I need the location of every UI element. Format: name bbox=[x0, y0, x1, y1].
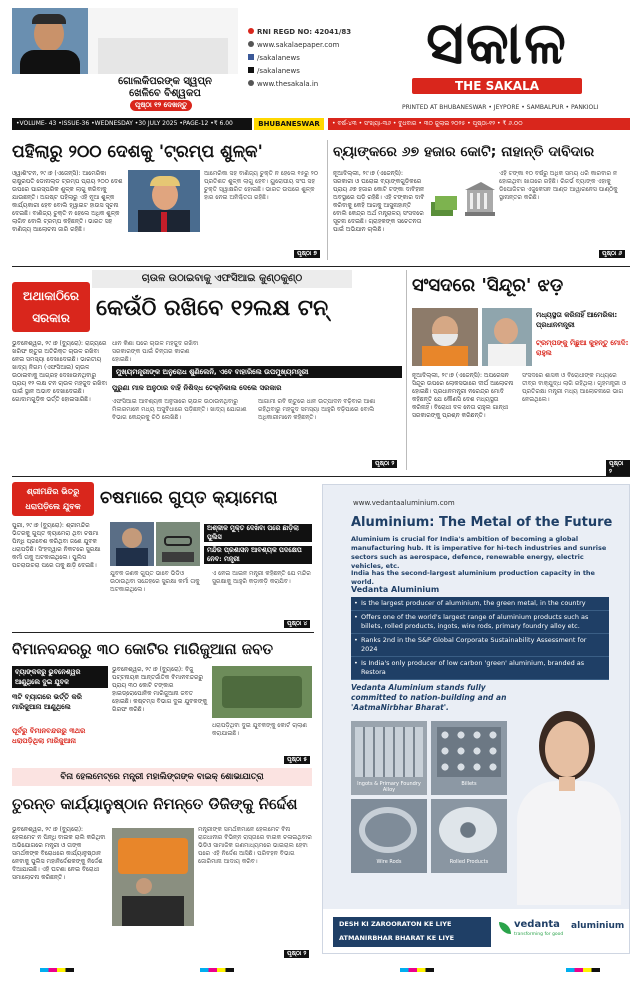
story-airport-body: ଭୁବନେଶ୍ୱର, ୨୯।୭ (ବ୍ୟୁରୋ): ବିଜୁ ପଟ୍ଟନାୟକ ଆନ୍ତର୍ଜାତିକ ବିମାନବନ୍ଦରରୁ ପ୍ରାୟ ୩୦ କୋଟି ଟଙ୍କାର ହାଇଡ୍ରୋପୋନିକ ମାରିଜୁଆନା ଜବତ ହୋଇଛି। କଷ୍ଟମ୍ସ ବିଭାଗ ଦୁଇ ଯୁବକଙ୍କୁ ଗିରଫ କରିଛି। bbox=[112, 666, 208, 713]
contact-block bbox=[248, 26, 368, 106]
story-rice-more[interactable]: ପୃଷ୍ଠା ୨ bbox=[372, 460, 397, 468]
dateline-en: •VOLUME- 43 •ISSUE-36 •WEDNESDAY •30 JULY 2025 •PAGE-12 •₹ 6.00 bbox=[12, 118, 252, 130]
section-rule bbox=[12, 632, 314, 633]
aluminium-logo: aluminium bbox=[571, 921, 625, 931]
ad-product-tile: Billets bbox=[431, 721, 507, 795]
camera-photo-1 bbox=[110, 522, 154, 566]
profile-caption bbox=[12, 74, 238, 112]
story-rice-body: ଭୁବନେଶ୍ୱର, ୨୯।୭ (ବ୍ୟୁରୋ): ରାଜ୍ୟରେ ଖରିଫ ଋତୁର ଅତିରିକ୍ତ ଚାଉଳ ରଖିବା ନେଇ ସମସ୍ୟା ଦେଖାଦେଇଛି। ଭାରତୀୟ ଖାଦ୍ୟ ନିଗମ (ଏଫସିଆଇ) ଚାଉଳ ଉଠାଇବାକୁ ଆଗ୍ରହ ଦେଖାଉନଥିବାରୁ ପ୍ରାୟ ୧୨ ଲକ୍ଷ ଟନ ଚାଉଳ ମହଜୁଦ ରଖିବା ପାଇଁ ସ୍ଥାନ ଅଭାବ ଦେଖାଦେଇଛି। ଗୋଦାମଗୁଡ଼ିକ ଭର୍ତ୍ତି ହୋଇସାରିଛି। bbox=[12, 340, 107, 403]
masthead bbox=[0, 0, 640, 133]
story-trump-more[interactable]: ପୃଷ୍ଠା ୭ bbox=[294, 250, 320, 258]
logo-english: THE SAKALA bbox=[412, 78, 582, 94]
story-camera-sub1: ଅଶ୍ଳୀଳ ମୁକ୍ତ ଦେଖିବା ପରେ ଛାଡ଼ିଲା ପୁଲିସ bbox=[204, 524, 312, 542]
printed-at: PRINTED AT BHUBANESWAR • JEYPORE • SAMBALPUR • PANKIOLI bbox=[402, 104, 599, 111]
story-bank-body: ନୂଆଦିଲ୍ଲୀ, ୨୯।୭ (ଏଜେନ୍ସି): ସରକାରୀ ଓ ଘରୋଇ ବ୍ୟାଙ୍କଗୁଡ଼ିକରେ ପ୍ରାୟ ୬୭ ହଜାର କୋଟି ଟଙ୍କା ଦାବିହୀନ ଅବସ୍ଥାରେ ପଡ଼ି ରହିଛି। ଏହି ଟଙ୍କାର ଦାବି କରିବାକୁ କେହି ଆଗକୁ ଆସୁନାହାନ୍ତି ବୋଲି କେନ୍ଦ୍ର ଅର୍ଥ ମନ୍ତ୍ରାଳୟ ସଂସଦରେ ସୂଚନା ଦେଇଛି। ଗ୍ରାହକଙ୍କ ସଚେତନତା ପାଇଁ ଅଭିଯାନ ଚାଲିଛି। bbox=[333, 170, 425, 233]
rahul-photo bbox=[482, 308, 532, 366]
profile-caption-line2: ଖେଳିବେ ବିଶ୍ୱକପ bbox=[129, 88, 201, 99]
story-bank-headline[interactable]: ବ୍ୟାଙ୍କରେ ୬୭ ହଜାର କୋଟି; ନାହାନ୍ତି ଦାବିଦାର bbox=[333, 144, 595, 160]
ad-brand-label: Vedanta Aluminium bbox=[351, 585, 440, 594]
ad-bullet: • Ranks 2nd in the S&P Global Corporate Sustainability Assessment for 2024 bbox=[351, 634, 609, 657]
ad-india-line: India has the second-largest aluminium production capacity in the world. bbox=[351, 569, 595, 586]
epaper-link[interactable]: www.sakalaepaper.com bbox=[248, 39, 368, 52]
print-registration-marks bbox=[0, 966, 640, 974]
ad-tagline: DESH KI ZAROORATON KE LIYE ATMANIRBHAR BHARAT KE LIYE bbox=[333, 917, 491, 947]
section-rule bbox=[12, 266, 630, 267]
ad-product-tile: Wire Rods bbox=[351, 799, 427, 873]
profile-jersey-photo bbox=[88, 8, 238, 74]
vedanta-logo: vedanta transforming for good bbox=[499, 919, 569, 945]
story-rice-body-4: ଆଗାମୀ ରବି ଋତୁରେ ଧାନ ଉତ୍ପାଦନ ବଢ଼ିବାର ଆଶା ରହିଥିବାରୁ ମହଜୁଦ ସମସ୍ୟା ଆହୁରି ବଢ଼ିପାରେ ବୋଲି ଅଧିକାରୀମାନେ କହିଛନ୍ତି। bbox=[258, 398, 376, 421]
story-helmet-headline[interactable]: ତୁରନ୍ତ କାର୍ଯ୍ୟାନୁଷ୍ଠାନ ନିମନ୍ତେ ଡିଜିଙ୍କୁ ନିର୍ଦ୍ଦେଶ bbox=[12, 795, 298, 813]
ad-bullet: • Is the largest producer of aluminium, the green metal, in the country bbox=[351, 597, 609, 611]
story-airport-body-2: ଧରାପଡ଼ିଥିବା ଦୁଇ ଯୁବକଙ୍କୁ କୋର୍ଟ ଚାଲାଣ କରାଯାଇଛି। bbox=[212, 722, 307, 737]
ad-product-tile: Ingots & Primary Foundry Alloy bbox=[351, 721, 427, 795]
column-divider bbox=[406, 270, 407, 470]
column-divider bbox=[327, 140, 328, 260]
story-airport-sub3: ପୂର୍ବରୁ ବିମାନବନ୍ଦରରୁ ୩ଥର ଧରାପଡ଼ିଥିଲା ମାରିଜୁଆନା bbox=[12, 727, 86, 745]
story-camera-headline[interactable]: ଚଷମାରେ ଗୁପ୍ତ କ୍ୟାମେରା bbox=[100, 488, 278, 508]
ad-bullet: • Is India's only producer of low carbon 'green' aluminium, branded as Restora bbox=[351, 657, 609, 680]
story-camera-body: ପୁରୀ, ୨୯।୭ (ବ୍ୟୁରୋ): ଶ୍ରୀମନ୍ଦିର ଭିତରକୁ ଗୁପ୍ତ କ୍ୟାମେରା ଥିବା ଚଷମା ପିନ୍ଧି ପ୍ରବେଶ କରିଥିବା ଜଣେ ଯୁବକ ଧରାପଡ଼ିଛି। ସିଂହଦ୍ୱାର ନିକଟରେ ସୁରକ୍ଷା କର୍ମୀ ତାକୁ ଅଟକାଇଥିଲେ। ପୁଲିସ ପଚରାଉଚରା ପରେ ତାକୁ ଛାଡ଼ି ଦେଇଛି। bbox=[12, 522, 101, 569]
story-rice-sub2: ପୁରୁଣା ମାଳ ଅନୁଠାର ବାହି ନିଶିଦ୍ଧ ଟେକ୍ନିକାଲ ଦେଲେ ସରକାର bbox=[112, 384, 282, 392]
story-rice-body-2: ଧାନ କିଣା ପରେ ଚାଉଳ ମହଜୁଦ ରଖିବା ସରକାରଙ୍କ ପାଇଁ ଚିନ୍ତାର କାରଣ ହୋଇଛି। bbox=[112, 340, 199, 363]
rni-number: RNI REGD NO: 42041/83 bbox=[248, 26, 368, 39]
ad-commitment: Vedanta Aluminium stands fully committed to nation-building and an 'AatmaNirbhar Bharat'. bbox=[351, 683, 507, 712]
story-sindoor-more[interactable]: ପୃଷ୍ଠା ୨ bbox=[606, 460, 630, 476]
twitter-link[interactable]: /sakalanews bbox=[248, 65, 368, 78]
story-helmet-body-2: ମନ୍ତ୍ରୀଙ୍କ ସମର୍ଥକମାନେ ହେଲମେଟ ବିନା ରାଜଧାନୀର ବିଭିନ୍ନ ରାସ୍ତାରେ ବାଇକ ଚଳାଇଥିବାର ଭିଡିଓ ସାମାଜିକ ଗଣମାଧ୍ୟମରେ ଭାଇରାଲ ହେବା ପରେ ଏହି ନିର୍ଦ୍ଦେଶ ଆସିଛି। ପରିବହନ ବିଭାଗ ଜୋରିମାନା ଆଦାୟ କରିବ। bbox=[198, 826, 312, 865]
sindoor-quote-2: ଟ୍ରମ୍ପଙ୍କୁ ମିଛୁଆ କୁହନ୍ତୁ ମୋଦି: ରାହୁଲ bbox=[536, 339, 629, 357]
story-camera-sub2: ମନ୍ଦିର ପ୍ରଶାସନ ଆବଶ୍ୟକ ପଦକ୍ଷେପ ନେବ: ମନ୍ତ୍ରୀ bbox=[204, 546, 312, 564]
modi-photo bbox=[412, 308, 478, 366]
sindoor-quote-1: ମଧ୍ୟସ୍ଥତା କରିନାହିଁ ଆମେରିକା: ପ୍ରଧାନମନ୍ତ୍ରୀ bbox=[536, 311, 618, 329]
story-helmet-body: ଭୁବନେଶ୍ୱର, ୨୯।୭ (ବ୍ୟୁରୋ): ହେଲମେଟ ନ ପିନ୍ଧି ବାଇକ ରାଲି କରିଥିବା ଅଭିଯୋଗରେ ମନ୍ତ୍ରୀ ଓ ତାଙ୍କ ସମର୍ଥକଙ୍କ ବିରୋଧରେ କାର୍ଯ୍ୟାନୁଷ୍ଠାନ ନେବାକୁ ପୁଲିସ ମହାନିର୍ଦ୍ଦେଶକଙ୍କୁ ନିର୍ଦ୍ଦେଶ ଦିଆଯାଇଛି। ଏହି ଘଟଣା ନେଇ ବିରୋଧୀ ସମାଲୋଚନା କରିଛନ୍ତି। bbox=[12, 826, 106, 881]
story-camera-more[interactable]: ପୃଷ୍ଠା ୪ bbox=[284, 620, 310, 628]
page-ref-badge: ପୃଷ୍ଠା ୧୨ ଦେଖନ୍ତୁ bbox=[130, 100, 192, 111]
story-helmet-more[interactable]: ପୃଷ୍ଠା ୨ bbox=[284, 950, 309, 958]
story-rice-body-3: ଏଫସିଆଇ ଆବଶ୍ୟକ ଅନୁସାରେ ଚାଉଳ ଉଠାଉନଥିବାରୁ ମିଲରମାନେ ମଧ୍ୟ ଅସୁବିଧାରେ ପଡ଼ିଛନ୍ତି। ଖାଦ୍ୟ ଯୋଗାଣ ବିଭାଗ କେନ୍ଦ୍ରକୁ ଚିଠି ଲେଖିଛି। bbox=[112, 398, 247, 421]
story-helmet[interactable] bbox=[12, 768, 312, 960]
ad-tagline-band bbox=[323, 909, 630, 954]
story-rice[interactable] bbox=[12, 270, 402, 470]
website-link[interactable]: www.thesakala.in bbox=[248, 78, 368, 91]
ad-title: Aluminium: The Metal of the Future bbox=[351, 515, 613, 530]
ad-model-photo bbox=[503, 705, 630, 905]
story-trump-body-2: ଆମେରିକା ସହ ବାଣିଜ୍ୟ ଚୁକ୍ତି ନ ହେଲେ ୧୫ରୁ ୨୦ ପ୍ରତିଶତ ଶୁଳ୍କ ଲାଗୁ ହେବ। ୟୁରୋପୀୟ ସଂଘ ସହ ଚୁକ୍ତି ସ୍ୱାକ୍ଷରିତ ହୋଇଛି। ଭାରତ ଉପରେ ଶୁଳ୍କ ହାର ନେଇ ଅନିଶ୍ଚିତତା ରହିଛି। bbox=[204, 170, 319, 201]
trump-photo bbox=[128, 170, 200, 232]
twitter-icon bbox=[248, 67, 254, 73]
helmet-photo bbox=[112, 828, 194, 926]
ad-intro: Aluminium is crucial for India's ambition of becoming a global manufacturing hub. It is imperative for hi-tech industries and sunrise sectors such as aerospace, defence, renewable energy, electric vehicles, etc. bbox=[351, 535, 607, 570]
dateline-bar bbox=[12, 118, 630, 130]
story-rice-tag: ଅଥାକାଠିରେ ସରକାର bbox=[12, 282, 90, 332]
vedanta-ad[interactable] bbox=[322, 484, 630, 954]
facebook-link[interactable]: /sakalanews bbox=[248, 52, 368, 65]
story-airport-headline[interactable]: ବିମାନବନ୍ଦରରୁ ୩୦ କୋଟିର ମାରିଜୁଆନା ଜବତ bbox=[12, 640, 274, 658]
story-airport-sub2: ୩ଟି ବ୍ୟାଗରେ ଭର୍ତ୍ତି କରି ମାରିଜୁଆନା ଆଣୁଥିଲେ bbox=[12, 693, 82, 711]
story-rice-headline[interactable]: କେଉଁଠି ରଖିବେ ୧୨ଲକ୍ଷ ଟନ୍ bbox=[96, 296, 329, 321]
story-sindoor-headline[interactable]: ସଂସଦରେ 'ସିନ୍ଦୂର' ଝଡ଼ bbox=[412, 275, 564, 296]
story-rice-sub1: ମୁଖ୍ୟମନ୍ତ୍ରୀଙ୍କ ଅନୁରୋଧ ଶୁଣିଲେନି, ଏବେ ବାହାରିଲେ ଉପମୁଖ୍ୟମନ୍ତ୍ରୀ bbox=[112, 366, 402, 378]
story-rice-kicker: ଚାଉଳ ଉଠାଇବାକୁ ଏଫସିଆଇ କୁଣ୍ଠକୁଣ୍ଠ bbox=[92, 270, 352, 288]
story-airport-more[interactable]: ପୃଷ୍ଠା ୫ bbox=[284, 756, 310, 764]
story-camera-kicker: ଶ୍ରୀମନ୍ଦିର ଭିତରୁ ଧରାପଡ଼ିଲେ ଯୁବକ bbox=[12, 482, 94, 516]
story-sindoor-body: ନୂଆଦିଲ୍ଲୀ, ୨୯।୭ (ଏଜେନ୍ସି): ଅପରେସନ ସିନ୍ଦୂର ଉପରେ ଲୋକସଭାରେ ଦୀର୍ଘ ଆଲୋଚନା ହୋଇଛି। ପ୍ରଧାନମନ୍ତ୍ରୀ ନରେନ୍ଦ୍ର ମୋଦି କହିଛନ୍ତି ଯେ କୌଣସି ଦେଶ ମଧ୍ୟସ୍ଥତା କରିନାହିଁ। ବିରୋଧୀ ଦଳ ନେତା ରାହୁଲ ଗାନ୍ଧୀ ସରକାରଙ୍କୁ ପ୍ରଶ୍ନ କରିଛନ୍ତି। bbox=[412, 372, 514, 419]
story-sindoor[interactable] bbox=[412, 270, 630, 475]
camera-photo-2 bbox=[156, 522, 200, 566]
story-trump[interactable] bbox=[12, 140, 322, 260]
story-camera-body-2: ଯୁବକ ଜଣକ ଗୁପ୍ତ ଭାବେ ଭିଡିଓ ଉଠାଉଥିବା ସନ୍ଦେହରେ ସୁରକ୍ଷା କର୍ମୀ ତାକୁ ଅଟକାଇଥିଲେ। bbox=[110, 570, 200, 593]
story-bank[interactable] bbox=[333, 140, 629, 260]
logo-odia: ସକାଳ bbox=[426, 9, 568, 77]
vedanta-leaf-icon bbox=[499, 922, 511, 934]
rni-icon bbox=[248, 28, 254, 34]
profile-photo bbox=[12, 8, 88, 74]
section-rule bbox=[12, 476, 630, 477]
story-sindoor-body-2: ସଂସଦରେ ଶାସକ ଓ ବିରୋଧୀଙ୍କ ମଧ୍ୟରେ ତୀବ୍ର ବାକ୍‌ଯୁଦ୍ଧ ଲାଗି ରହିଥିଲା। ଗୃହମନ୍ତ୍ରୀ ଓ ପ୍ରତିରକ୍ଷା ମନ୍ତ୍ରୀ ମଧ୍ୟ ଆଲୋଚନାରେ ଭାଗ ନେଇଥିଲେ। bbox=[522, 372, 626, 403]
dateline-od: • ବର୍ଷ-୪୩ • ସଂଖ୍ୟା-୩୬ • ବୁଧବାର • ୩୦ ଜୁଲାଇ ୨୦୨୫ • ପୃଷ୍ଠା-୧୨ • ₹ ୬.୦୦ bbox=[328, 118, 630, 130]
globe-icon bbox=[248, 80, 254, 86]
story-trump-body: ଓ୍ୱାଶିଂଟନ, ୨୯।୭ (ଏଜେନ୍ସି): ଆମେରିକା ରାଷ୍ଟ୍ରପତି ଡୋନାଲ୍ଡ ଟ୍ରମ୍ପ ପ୍ରାୟ ୨୦୦ ଦେଶ ଉପରେ ପାରସ୍ପରିକ ଶୁଳ୍କ ଲାଗୁ କରିବାକୁ ଯାଉଛନ୍ତି। ଅଗଷ୍ଟ ପହିଲାରୁ ଏହି ନୂଆ ଶୁଳ୍କ କାର୍ଯ୍ୟକାରୀ ହେବ ବୋଲି ହ୍ୱାଇଟ ହାଉସ ସୂଚନା ଦେଇଛି। ବାଣିଜ୍ୟ ଚୁକ୍ତି ନ ହେଲେ ଅଧିକ ଶୁଳ୍କ ଲାଗିବ ବୋଲି ଟ୍ରମ୍ପ କହିଛନ୍ତି। ଭାରତ ସହ ବାଣିଜ୍ୟ ଆଲୋଚନା ଜାରି ରହିଛି। bbox=[12, 170, 123, 233]
story-camera-body-3: ଏ ନେଇ ଆଇନ ମନ୍ତ୍ରୀ କହିଛନ୍ତି ଯେ ମନ୍ଦିର ସୁରକ୍ଷାକୁ ଆହୁରି କଡ଼ାକଡ଼ି କରାଯିବ। bbox=[212, 570, 311, 585]
airport-photo bbox=[212, 666, 312, 718]
ad-bullet: • Offers one of the world's largest range of aluminium products such as billets, rolled products, ingots, wire rods, primary foundry alloy etc. bbox=[351, 611, 609, 634]
story-airport[interactable] bbox=[12, 636, 312, 764]
edition-badge: BHUBANESWAR bbox=[254, 118, 324, 130]
story-bank-body-2: ଏହି ଟଙ୍କା ୧୦ ବର୍ଷରୁ ଅଧିକ ସମୟ ଧରି କାରବାର ନ ହୋଇଥିବା ଖାତାରେ ରହିଛି। ରିଜର୍ଭ ବ୍ୟାଙ୍କ ଏହାକୁ ଡିପୋଜିଟର ଏଜୁକେସନ ଆଣ୍ଡ ଆୱାରନେସ ପାଣ୍ଠିକୁ ସ୍ଥାନାନ୍ତର କରିଛି। bbox=[499, 170, 618, 201]
story-camera[interactable] bbox=[12, 480, 312, 630]
globe-icon bbox=[248, 41, 254, 47]
facebook-icon bbox=[248, 54, 254, 60]
ad-url[interactable]: www.vedantaaluminium.com bbox=[353, 499, 455, 507]
bank-illustration bbox=[429, 180, 495, 220]
logo bbox=[372, 8, 622, 100]
ad-bullets bbox=[351, 597, 609, 680]
story-helmet-kicker: ବିନା ହେଲମେଟ୍‌ରେ ମନ୍ତ୍ରୀ ମହାଲିଙ୍ଗଙ୍କ ବାଇକ୍ ଶୋଭାଯାତ୍ରା bbox=[12, 768, 312, 786]
story-trump-headline[interactable]: ପହିଲାରୁ ୨୦୦ ଦେଶକୁ 'ଟ୍ରମ୍ପ ଶୁଳ୍କ' bbox=[12, 142, 263, 162]
ad-product-tile: Rolled Products bbox=[431, 799, 507, 873]
profile-caption-line1: ଗୋଲକିପରଙ୍କ ସ୍ୱପ୍ନ bbox=[118, 76, 212, 87]
story-bank-more[interactable]: ପୃଷ୍ଠା ୬ bbox=[599, 250, 625, 258]
story-airport-sub1: ବ୍ୟାଙ୍କକରୁ ଭୁବନେଶ୍ୱର ଆଣୁଥିଲେ ଦୁଇ ଯୁବକ bbox=[12, 666, 108, 688]
